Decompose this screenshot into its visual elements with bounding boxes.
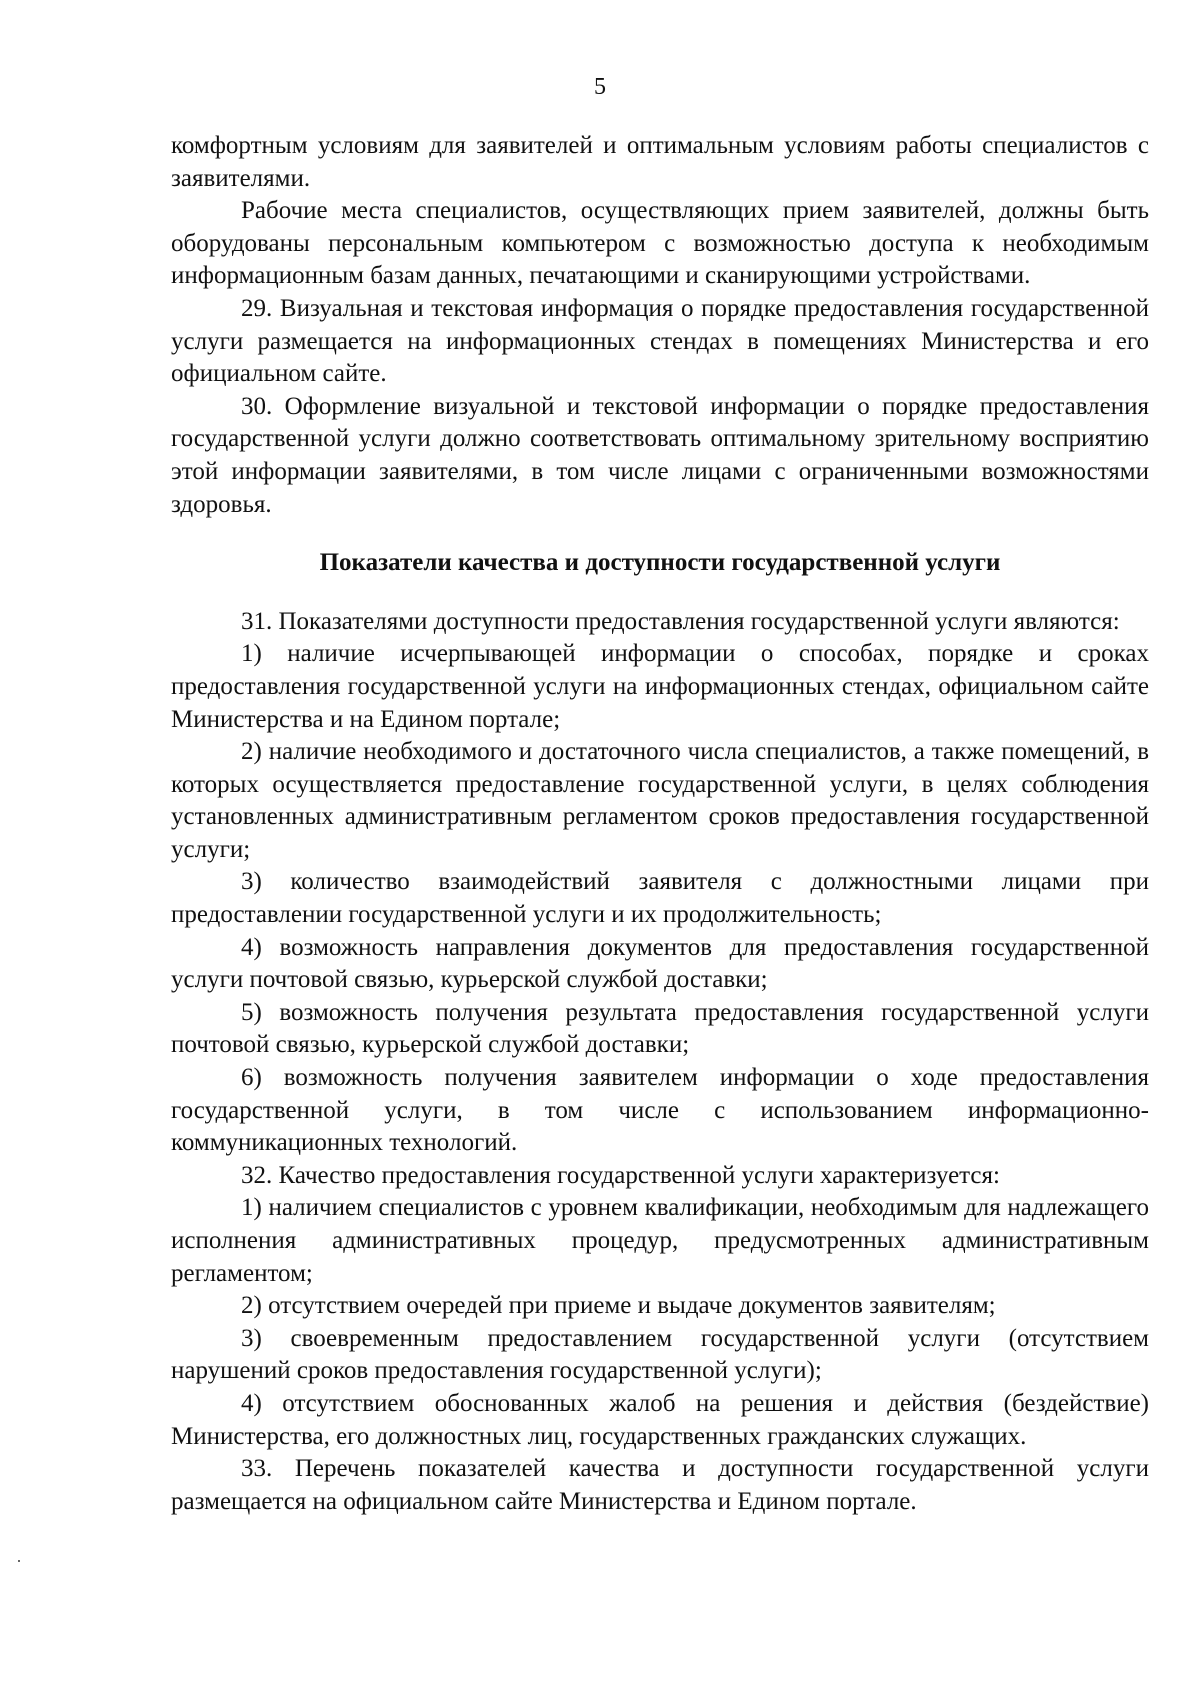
paragraph-cont: комфортным условиям для заявителей и оптимальным условиям работы специалистов с заявителями. — [171, 132, 1149, 192]
paragraph-29: 29. Визуальная и текстовая информация о порядке предоставления государственной услуги размещается на информационных стендах в помещениях Министерства и его официальном сайте. — [171, 294, 1149, 388]
paragraph-33: 33. Перечень показателей качества и доступности государственной услуги размещается на официальном сайте Министерства и Едином портале. — [171, 1455, 1149, 1515]
paragraphs-bottom — [171, 606, 1149, 1519]
paragraph-30: 30. Оформление визуальной и текстовой информации о порядке предоставления государственной услуги должно соответствовать оптимальному зрительному восприятию этой информации заявителями, в том числе лицами с ограниченными возможностями здоровья. — [171, 392, 1149, 518]
page-number: 5 — [594, 74, 606, 100]
paragraph-31-4: 4) возможность направления документов для предоставления государственной услуги почтовой связью, курьерской службой доставки; — [171, 933, 1149, 994]
paragraph-31-5: 5) возможность получения результата предоставления государственной услуги почтовой связью, курьерской службой доставки; — [171, 998, 1149, 1059]
paragraph-31-1: 1) наличие исчерпывающей информации о способах, порядке и сроках предоставления государственной услуги на информационных стендах, официальном сайте Министерства и на Едином портале; — [171, 640, 1149, 733]
paragraph-32-3: 3) своевременным предоставлением государственной услуги (отсутствием нарушений сроков предоставления государственной услуги); — [171, 1324, 1149, 1385]
scan-speck — [18, 1560, 20, 1562]
document-body — [171, 130, 1149, 1518]
paragraphs-top — [171, 130, 1149, 521]
paragraph-31-3: 3) количество взаимодействий заявителя с должностными лицами при предоставлении государственной услуги и их продолжительность; — [171, 868, 1149, 929]
paragraph-workplaces: Рабочие места специалистов, осуществляющих прием заявителей, должны быть оборудованы персональным компьютером с возможностью доступа к необходимым информационным базам данных, печатающими и сканирующими устройствами. — [171, 197, 1149, 290]
section-heading: Показатели качества и доступности государственной услуги — [319, 549, 1001, 577]
paragraph-32-1: 1) наличием специалистов с уровнем квалификации, необходимым для надлежащего исполнения административных процедур, предусмотренных административным регламентом; — [171, 1194, 1149, 1287]
paragraph-32-4: 4) отсутствием обоснованных жалоб на решения и действия (бездействие) Министерства, его должностных лиц, государственных гражданских служащих. — [171, 1389, 1149, 1450]
paragraph-32: 32. Качество предоставления государственной услуги характеризуется: — [241, 1161, 1000, 1189]
paragraph-31-2: 2) наличие необходимого и достаточного числа специалистов, а также помещений, в которых осуществляется предоставление государственной услуги, в целях соблюдения установленных административным регламентом сроков предоставления государственной услуги; — [171, 738, 1149, 863]
paragraph-31-6: 6) возможность получения заявителем информации о ходе предоставления государственной услуги, в том числе с использованием информационно-коммуникационных технологий. — [171, 1064, 1149, 1157]
paragraph-31: 31. Показателями доступности предоставления государственной услуги являются: — [241, 607, 1120, 635]
paragraph-32-2: 2) отсутствием очередей при приеме и выдаче документов заявителям; — [241, 1292, 996, 1320]
